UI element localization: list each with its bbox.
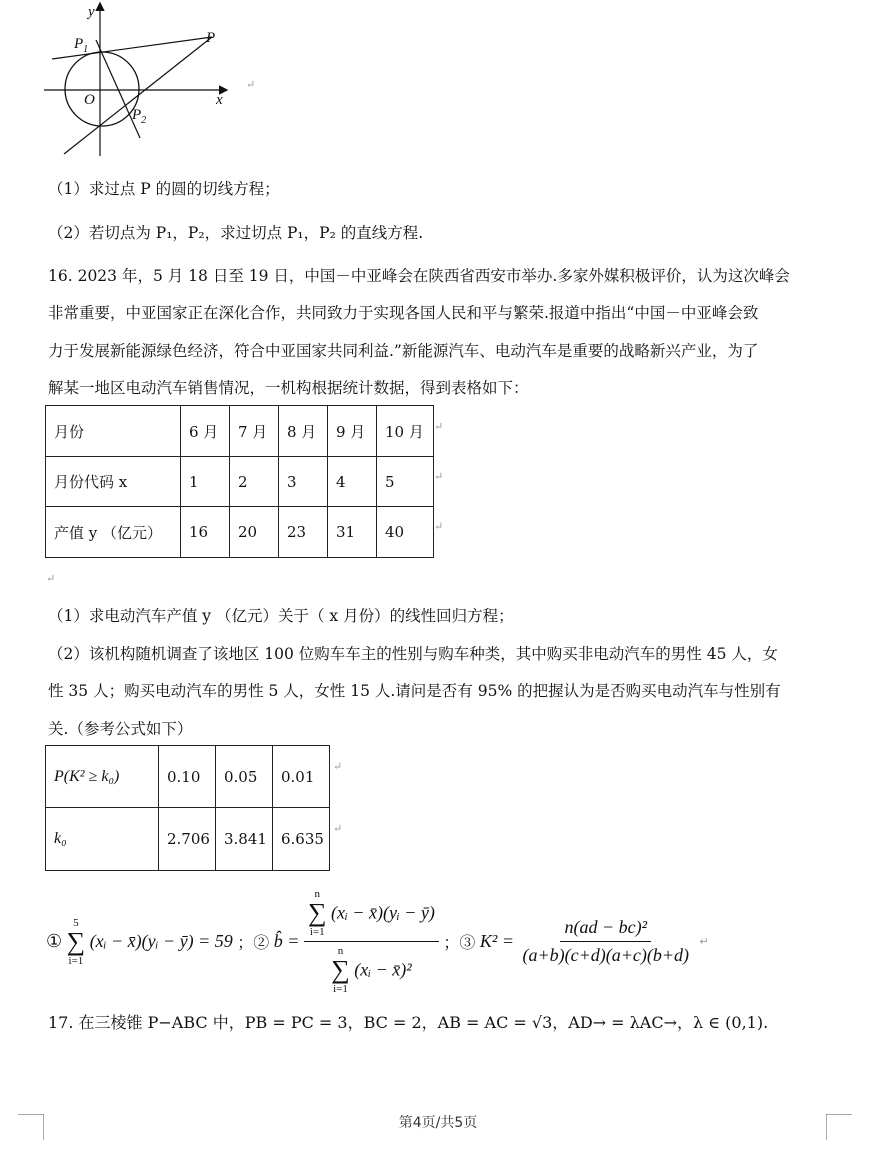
formula-3-numerator: n(ad − bc)² (560, 917, 651, 942)
para-mark: ↵ (434, 420, 444, 433)
table-cell: 4 (328, 457, 377, 507)
label-x: x (216, 92, 223, 108)
q16-part2-line-3: 关.（参考公式如下） (48, 720, 193, 738)
table-cell: 7 月 (230, 406, 279, 457)
row-label: k₀ (46, 808, 159, 871)
circle (65, 52, 139, 126)
row-label: P(K² ≥ k₀) (46, 746, 159, 808)
formula-2-numerator: n ∑ i=1 (xᵢ − x̄)(yᵢ − ȳ) (304, 888, 439, 942)
page-footer (0, 1112, 876, 1132)
formula-3-lhs: K² = (479, 931, 514, 951)
table-row (46, 808, 330, 871)
table-cell: 16 (181, 507, 230, 558)
table-cell: 9 月 (328, 406, 377, 457)
para-mark: ↵ (699, 936, 709, 948)
sum-upper: 5 (73, 916, 79, 929)
formula-3-fraction (518, 917, 693, 966)
table-cell: 6 月 (181, 406, 230, 457)
table-cell: 10 月 (377, 406, 434, 457)
row-label: 月份代码 x (46, 457, 181, 507)
formula-sep-2: ；③ (443, 935, 476, 952)
table-cell: 1 (181, 457, 230, 507)
q15-part1: （1）求过点 P 的圆的切线方程； (48, 180, 280, 198)
table-row (46, 457, 434, 507)
q16-part2-line-2: 性 35 人；购买电动汽车的男性 5 人，女性 15 人.请问是否有 95% 的把握认为是否购买电动汽车与性别有 (48, 682, 781, 700)
table-cell: 3 (279, 457, 328, 507)
table-row (46, 406, 434, 457)
para-mark: ↵ (333, 760, 343, 773)
para-mark: ↵ (434, 520, 444, 533)
table-cell: 0.10 (159, 746, 216, 808)
q16-line-4: 解某一地区电动汽车销售情况，一机构根据统计数据，得到表格如下： (48, 379, 529, 397)
table-cell: 23 (279, 507, 328, 558)
sum-symbol: 5 ∑ i=1 (66, 916, 86, 967)
label-p2: $P_2$ (132, 107, 147, 126)
formula-2-denominator: n ∑ i=1 (xᵢ − x̄)² (331, 945, 412, 995)
table-cell: 0.05 (216, 746, 273, 808)
q16-line-2: 非常重要，中亚国家正在深化合作，共同致力于实现各国人民和平与繁荣.报道中指出“中国－中亚峰会致 (48, 304, 759, 322)
formula-2-lhs: b̂ = (273, 931, 300, 951)
row-label: 月份 (46, 406, 181, 457)
table-cell: 2 (230, 457, 279, 507)
para-mark: ↵ (246, 78, 256, 91)
formula-sep-1: ；② (237, 935, 270, 952)
q16-part1: （1）求电动汽车产值 y （亿元）关于（ x 月份）的线性回归方程； (48, 607, 514, 625)
formula-1-prefix: ① (46, 931, 63, 951)
q16-line-3: 力于发展新能源绿色经济，符合中亚国家共同利益.”新能源汽车、电动汽车是重要的战略新兴产业，为了 (48, 342, 759, 360)
para-mark: ↵ (46, 572, 56, 585)
q17-line: 17. 在三棱锥 P−ABC 中，PB = PC = 3，BC = 2，AB = AC = √3，AD→ = λAC→，λ ∈ (0,1). (48, 1013, 769, 1032)
label-o: O (84, 92, 95, 108)
table-cell: 2.706 (159, 808, 216, 871)
sales-table (45, 405, 434, 558)
table-row (46, 507, 434, 558)
label-y: y (88, 4, 95, 20)
para-mark: ↵ (333, 822, 343, 835)
table-cell: 5 (377, 457, 434, 507)
table-row (46, 746, 330, 808)
table-cell: 3.841 (216, 808, 273, 871)
page-number: 第4页/共5页 (398, 1115, 478, 1131)
q15-part2: （2）若切点为 P₁，P₂，求过切点 P₁，P₂ 的直线方程. (48, 224, 424, 242)
q16-line-1: 16. 2023 年，5 月 18 日至 19 日，中国－中亚峰会在陕西省西安市举办.多家外媒积极评价，认为这次峰会 (48, 267, 790, 285)
table-cell: 0.01 (273, 746, 330, 808)
k-critical-table (45, 745, 330, 871)
table-cell: 31 (328, 507, 377, 558)
formula-3-denominator: (a+b)(c+d)(a+c)(b+d) (522, 945, 690, 965)
row-label: 产值 y （亿元） (46, 507, 181, 558)
geometry-figure (40, 0, 260, 160)
reference-formulas (46, 888, 709, 995)
q16-part2-line-1: （2）该机构随机调查了该地区 100 位购车车主的性别与购车种类，其中购买非电动汽车的男性 45 人，女 (48, 645, 778, 663)
formula-1-body: (xᵢ − x̄)(yᵢ − ȳ) = 59 (89, 931, 233, 951)
para-mark: ↵ (434, 470, 444, 483)
table-cell: 8 月 (279, 406, 328, 457)
label-p: P (206, 30, 216, 46)
table-cell: 20 (230, 507, 279, 558)
table-cell: 40 (377, 507, 434, 558)
formula-2-fraction (304, 888, 439, 995)
label-p1: $P_1$ (74, 36, 89, 55)
table-cell: 6.635 (273, 808, 330, 871)
sum-lower: i=1 (68, 954, 84, 967)
